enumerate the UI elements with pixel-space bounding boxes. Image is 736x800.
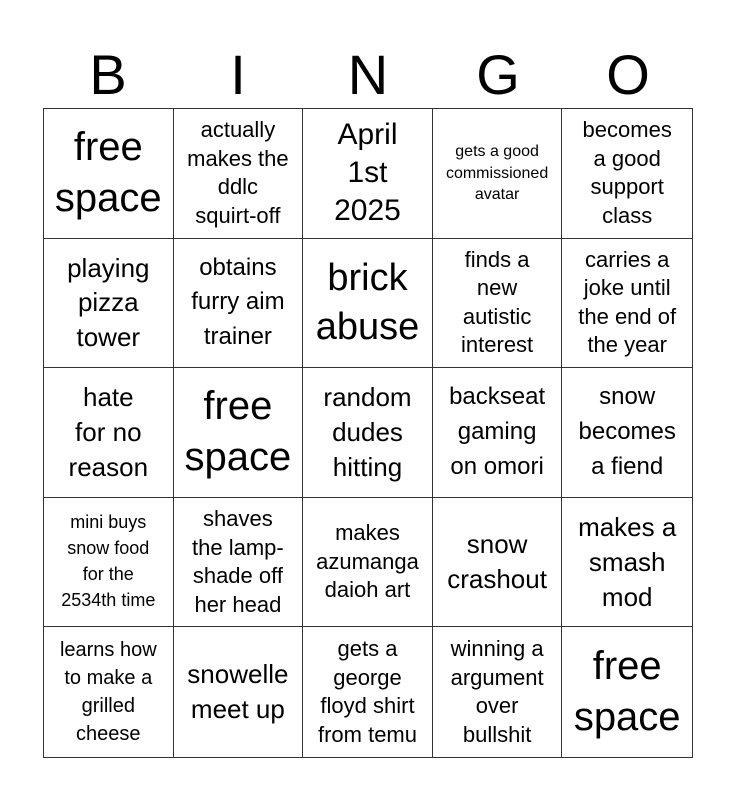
bingo-cell[interactable] [174, 627, 304, 757]
cell-text: snow becomes a fiend [578, 383, 676, 480]
header-letter-n: N [347, 43, 389, 106]
bingo-cell[interactable] [174, 109, 304, 239]
bingo-cell[interactable] [44, 627, 174, 757]
cell-text: carries a joke until the end of the year [578, 246, 677, 358]
cell-text: backseat gaming on omori [449, 383, 546, 480]
bingo-cell[interactable] [433, 368, 563, 498]
cell-text: free space [573, 644, 681, 740]
bingo-cell[interactable] [562, 109, 692, 239]
cell-text: gets a george floyd shirt from temu [317, 636, 417, 747]
bingo-cell[interactable] [303, 627, 433, 757]
cell-text: April 1st 2025 [334, 118, 401, 228]
bingo-header [43, 42, 693, 108]
bingo-cell[interactable] [44, 368, 174, 498]
cell-text: free space [54, 125, 162, 221]
bingo-cell[interactable] [303, 498, 433, 628]
bingo-cell[interactable] [174, 368, 304, 498]
bingo-cell[interactable] [433, 627, 563, 757]
bingo-cell[interactable] [174, 498, 304, 628]
cell-text: winning a argument over bullshit [450, 636, 544, 747]
header-letter-g: G [476, 43, 520, 106]
cell-text: mini buys snow food for the 2534th time [61, 512, 156, 610]
cell-text: snowelle meet up [187, 659, 289, 725]
cell-text: makes azumanga daioh art [316, 520, 419, 603]
bingo-board [43, 108, 693, 758]
cell-text: actually makes the ddlc squirt-off [187, 117, 289, 228]
cell-text: random dudes hitting [323, 382, 412, 482]
cell-text: hate for no reason [68, 382, 149, 482]
cell-text: makes a smash mod [578, 511, 677, 612]
header-letter-b: B [89, 43, 127, 106]
bingo-cell[interactable] [562, 627, 692, 757]
bingo-cell[interactable] [433, 109, 563, 239]
cell-text: obtains furry aim trainer [191, 253, 285, 351]
bingo-cell[interactable] [44, 498, 174, 628]
header-letter-i: I [230, 43, 246, 106]
bingo-cell[interactable] [562, 498, 692, 628]
bingo-cell[interactable] [562, 368, 692, 498]
cell-text: gets a good commissioned avatar [445, 142, 549, 204]
bingo-cell[interactable] [303, 239, 433, 369]
bingo-cell[interactable] [303, 368, 433, 498]
cell-text: free space [184, 384, 292, 480]
cell-text: becomes a good support class [582, 117, 672, 228]
cell-text: shaves the lamp- shade off her head [192, 505, 284, 617]
bingo-cell[interactable] [433, 239, 563, 369]
cell-text: playing pizza tower [67, 252, 150, 353]
cell-text: learns how to make a grilled cheese [59, 639, 157, 746]
bingo-cell[interactable] [433, 498, 563, 628]
bingo-cell[interactable] [44, 109, 174, 239]
bingo-cell[interactable] [174, 239, 304, 369]
header-letter-o: O [606, 43, 650, 106]
bingo-cell[interactable] [562, 239, 692, 369]
bingo-cell[interactable] [44, 239, 174, 369]
cell-text: finds a new autistic interest [461, 246, 534, 358]
bingo-cell[interactable] [303, 109, 433, 239]
cell-text: brick abuse [315, 257, 420, 348]
cell-text: snow crashout [447, 529, 547, 595]
